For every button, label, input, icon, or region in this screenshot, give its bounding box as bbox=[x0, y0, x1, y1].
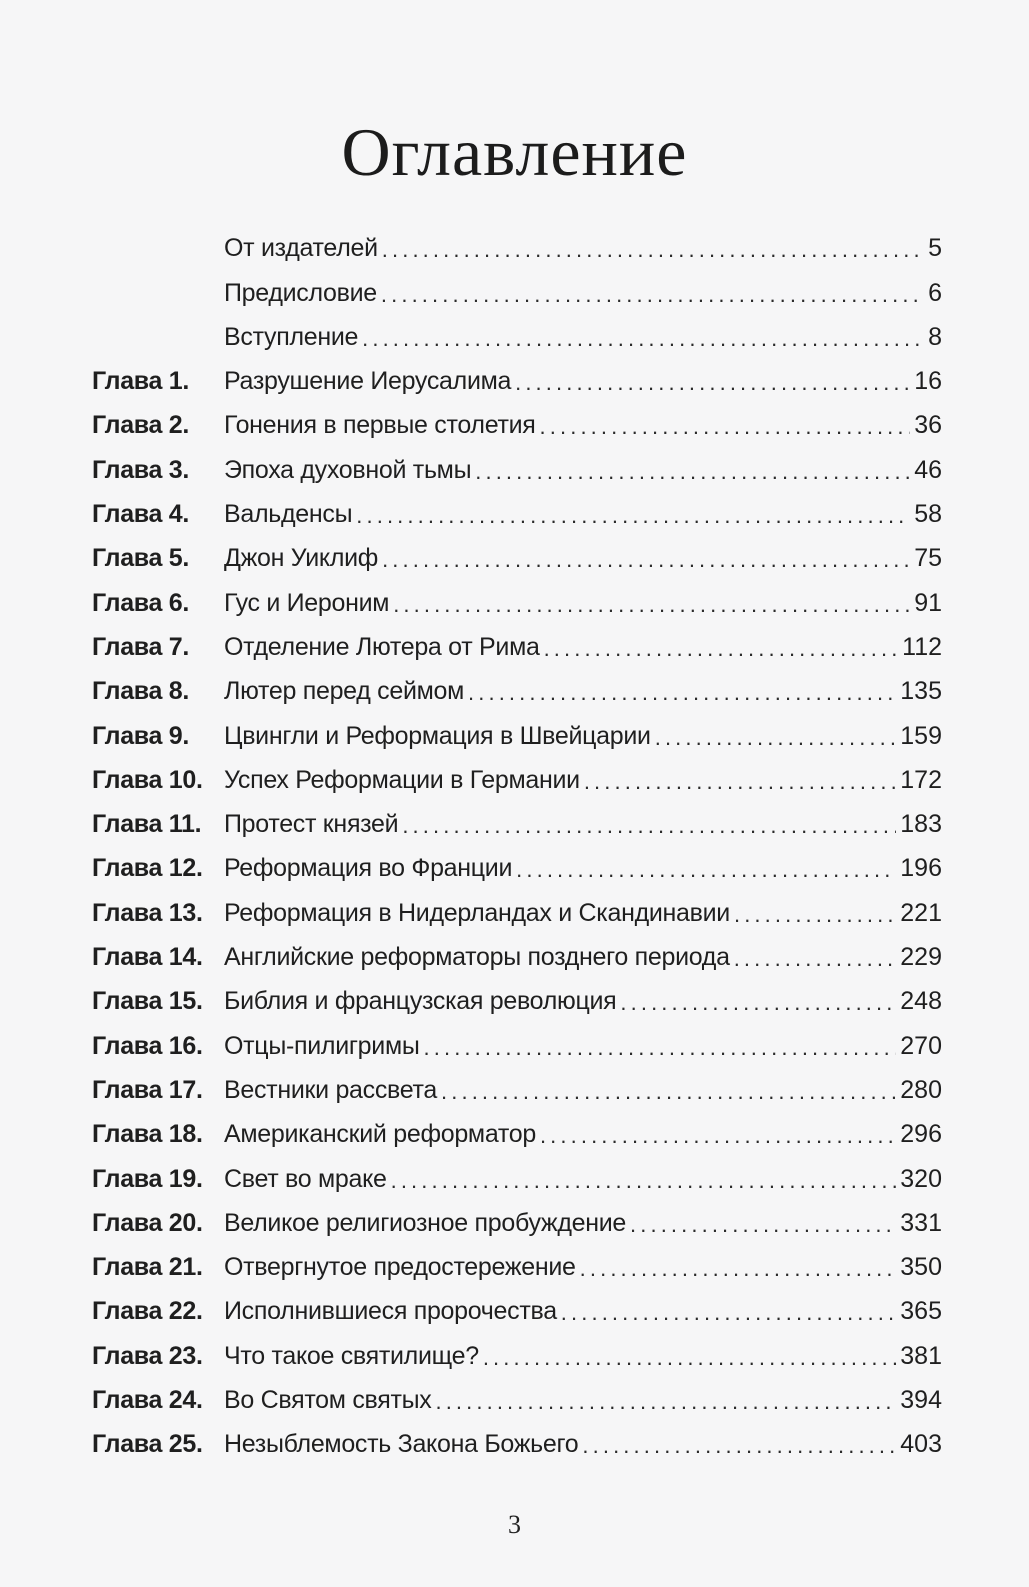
chapter-title: Исполнившиеся пророчества bbox=[224, 1297, 557, 1326]
chapter-title: Реформация во Франции bbox=[224, 854, 513, 883]
chapter-title: Вестники рассвета bbox=[224, 1075, 438, 1104]
toc-entry bbox=[92, 976, 942, 1020]
dot-leader bbox=[381, 284, 924, 306]
dot-leader bbox=[655, 727, 897, 749]
chapter-number: Глава 4. bbox=[92, 500, 190, 529]
dot-leader bbox=[393, 594, 910, 616]
chapter-title: От издателей bbox=[224, 234, 378, 263]
toc-entry bbox=[92, 577, 942, 621]
toc-entry bbox=[92, 1330, 942, 1374]
dot-leader bbox=[402, 815, 896, 837]
toc-entry bbox=[92, 1109, 942, 1153]
chapter-title: Лютер перед сеймом bbox=[224, 677, 465, 706]
toc-entry bbox=[92, 1153, 942, 1197]
chapter-page-number: 296 bbox=[900, 1120, 942, 1149]
chapter-number: Глава 16. bbox=[92, 1031, 203, 1060]
chapter-title: Вальденсы bbox=[224, 500, 353, 529]
dot-leader bbox=[382, 549, 910, 571]
chapter-title: Во Святом святых bbox=[224, 1386, 432, 1415]
chapter-number: Глава 8. bbox=[92, 677, 190, 706]
chapter-title: Отделение Лютера от Рима bbox=[224, 632, 540, 661]
toc-entry bbox=[92, 1419, 942, 1463]
toc-entry bbox=[92, 1020, 942, 1064]
toc-entry bbox=[92, 755, 942, 799]
dot-leader bbox=[584, 771, 896, 793]
toc-entry bbox=[92, 622, 942, 666]
chapter-number: Глава 20. bbox=[92, 1208, 203, 1237]
dot-leader bbox=[540, 1125, 896, 1147]
chapter-page-number: 58 bbox=[914, 500, 942, 529]
toc-entry bbox=[92, 533, 942, 577]
table-of-contents bbox=[92, 223, 942, 1463]
chapter-title: Протест князей bbox=[224, 810, 399, 839]
chapter-page-number: 46 bbox=[914, 455, 942, 484]
chapter-page-number: 270 bbox=[900, 1031, 942, 1060]
chapter-page-number: 172 bbox=[900, 765, 942, 794]
chapter-page-number: 350 bbox=[900, 1253, 942, 1282]
chapter-title: Отцы-пилигримы bbox=[224, 1031, 420, 1060]
chapter-page-number: 8 bbox=[928, 322, 942, 351]
chapter-page-number: 403 bbox=[900, 1430, 942, 1459]
chapter-page-number: 91 bbox=[914, 588, 942, 617]
chapter-title: Великое религиозное пробуждение bbox=[224, 1208, 627, 1237]
chapter-page-number: 196 bbox=[900, 854, 942, 883]
toc-entry bbox=[92, 400, 942, 444]
chapter-title: Что такое святилище? bbox=[224, 1341, 479, 1370]
chapter-title: Вступление bbox=[224, 322, 359, 351]
chapter-title: Библия и французская революция bbox=[224, 987, 617, 1016]
dot-leader bbox=[544, 638, 899, 660]
chapter-page-number: 331 bbox=[900, 1208, 942, 1237]
chapter-number: Глава 22. bbox=[92, 1297, 203, 1326]
chapter-number: Глава 21. bbox=[92, 1253, 203, 1282]
chapter-title: Гус и Иероним bbox=[224, 588, 390, 617]
chapter-page-number: 6 bbox=[928, 278, 942, 307]
chapter-page-number: 320 bbox=[900, 1164, 942, 1193]
chapter-page-number: 183 bbox=[900, 810, 942, 839]
dot-leader bbox=[475, 461, 910, 483]
chapter-number: Глава 9. bbox=[92, 721, 190, 750]
toc-entry bbox=[92, 1375, 942, 1419]
chapter-number: Глава 1. bbox=[92, 367, 190, 396]
chapter-page-number: 159 bbox=[900, 721, 942, 750]
chapter-title: Успех Реформации в Германии bbox=[224, 765, 580, 794]
dot-leader bbox=[516, 859, 896, 881]
dot-leader bbox=[580, 1258, 897, 1280]
chapter-number: Глава 25. bbox=[92, 1430, 203, 1459]
chapter-number: Глава 23. bbox=[92, 1341, 203, 1370]
chapter-title: Незыблемость Закона Божьего bbox=[224, 1430, 579, 1459]
page-title: Оглавление bbox=[341, 114, 688, 190]
dot-leader bbox=[483, 1347, 896, 1369]
chapter-title: Предисловие bbox=[224, 278, 377, 307]
dot-leader bbox=[362, 328, 924, 350]
toc-entry bbox=[92, 444, 942, 488]
chapter-number: Глава 15. bbox=[92, 987, 203, 1016]
dot-leader bbox=[382, 239, 924, 261]
chapter-title: Свет во мраке bbox=[224, 1164, 387, 1193]
toc-entry bbox=[92, 710, 942, 754]
chapter-page-number: 75 bbox=[914, 544, 942, 573]
dot-leader bbox=[391, 1170, 897, 1192]
chapter-page-number: 229 bbox=[900, 943, 942, 972]
chapter-number: Глава 10. bbox=[92, 765, 203, 794]
dot-leader bbox=[540, 416, 911, 438]
chapter-page-number: 394 bbox=[900, 1386, 942, 1415]
chapter-title: Реформация в Нидерландах и Скандинавии bbox=[224, 898, 730, 927]
toc-entry bbox=[92, 843, 942, 887]
chapter-title: Эпоха духовной тьмы bbox=[224, 455, 472, 484]
chapter-number: Глава 12. bbox=[92, 854, 203, 883]
chapter-number: Глава 11. bbox=[92, 810, 202, 839]
chapter-number: Глава 6. bbox=[92, 588, 190, 617]
chapter-page-number: 112 bbox=[902, 632, 942, 661]
chapter-number: Глава 3. bbox=[92, 455, 190, 484]
chapter-number: Глава 14. bbox=[92, 943, 203, 972]
toc-entry bbox=[92, 1242, 942, 1286]
toc-entry bbox=[92, 1065, 942, 1109]
dot-leader bbox=[734, 904, 896, 926]
toc-entry bbox=[92, 312, 942, 356]
chapter-number: Глава 19. bbox=[92, 1164, 203, 1193]
page-number: 3 bbox=[508, 1510, 521, 1539]
chapter-number: Глава 7. bbox=[92, 632, 190, 661]
chapter-title: Отвергнутое предостережение bbox=[224, 1253, 576, 1282]
dot-leader bbox=[441, 1081, 896, 1103]
chapter-page-number: 5 bbox=[928, 234, 942, 263]
chapter-page-number: 135 bbox=[900, 677, 942, 706]
chapter-number: Глава 2. bbox=[92, 411, 190, 440]
dot-leader bbox=[515, 372, 910, 394]
dot-leader bbox=[582, 1435, 896, 1457]
toc-entry bbox=[92, 223, 942, 267]
chapter-title: Американский реформатор bbox=[224, 1120, 536, 1149]
chapter-page-number: 381 bbox=[900, 1341, 942, 1370]
chapter-page-number: 16 bbox=[914, 367, 942, 396]
toc-entry bbox=[92, 356, 942, 400]
chapter-page-number: 36 bbox=[914, 411, 942, 440]
dot-leader bbox=[468, 682, 896, 704]
chapter-title: Разрушение Иерусалима bbox=[224, 367, 512, 396]
dot-leader bbox=[561, 1302, 896, 1324]
chapter-title: Гонения в первые столетия bbox=[224, 411, 536, 440]
chapter-number: Глава 24. bbox=[92, 1386, 203, 1415]
chapter-number: Глава 13. bbox=[92, 898, 203, 927]
dot-leader bbox=[620, 992, 896, 1014]
chapter-number: Глава 17. bbox=[92, 1075, 203, 1104]
chapter-number: Глава 5. bbox=[92, 544, 190, 573]
chapter-title: Цвингли и Реформация в Швейцарии bbox=[224, 721, 651, 750]
toc-entry bbox=[92, 932, 942, 976]
dot-leader bbox=[435, 1391, 896, 1413]
chapter-title: Английские реформаторы позднего периода bbox=[224, 943, 730, 972]
chapter-page-number: 365 bbox=[900, 1297, 942, 1326]
chapter-page-number: 221 bbox=[900, 898, 942, 927]
toc-entry bbox=[92, 799, 942, 843]
dot-leader bbox=[630, 1214, 896, 1236]
toc-entry bbox=[92, 1198, 942, 1242]
toc-entry bbox=[92, 887, 942, 931]
chapter-page-number: 280 bbox=[900, 1075, 942, 1104]
toc-entry bbox=[92, 666, 942, 710]
dot-leader bbox=[356, 505, 910, 527]
dot-leader bbox=[424, 1037, 897, 1059]
chapter-number: Глава 18. bbox=[92, 1120, 203, 1149]
toc-entry bbox=[92, 489, 942, 533]
chapter-title: Джон Уиклиф bbox=[224, 544, 379, 573]
toc-entry bbox=[92, 267, 942, 311]
toc-entry bbox=[92, 1286, 942, 1330]
chapter-page-number: 248 bbox=[900, 987, 942, 1016]
dot-leader bbox=[734, 948, 897, 970]
